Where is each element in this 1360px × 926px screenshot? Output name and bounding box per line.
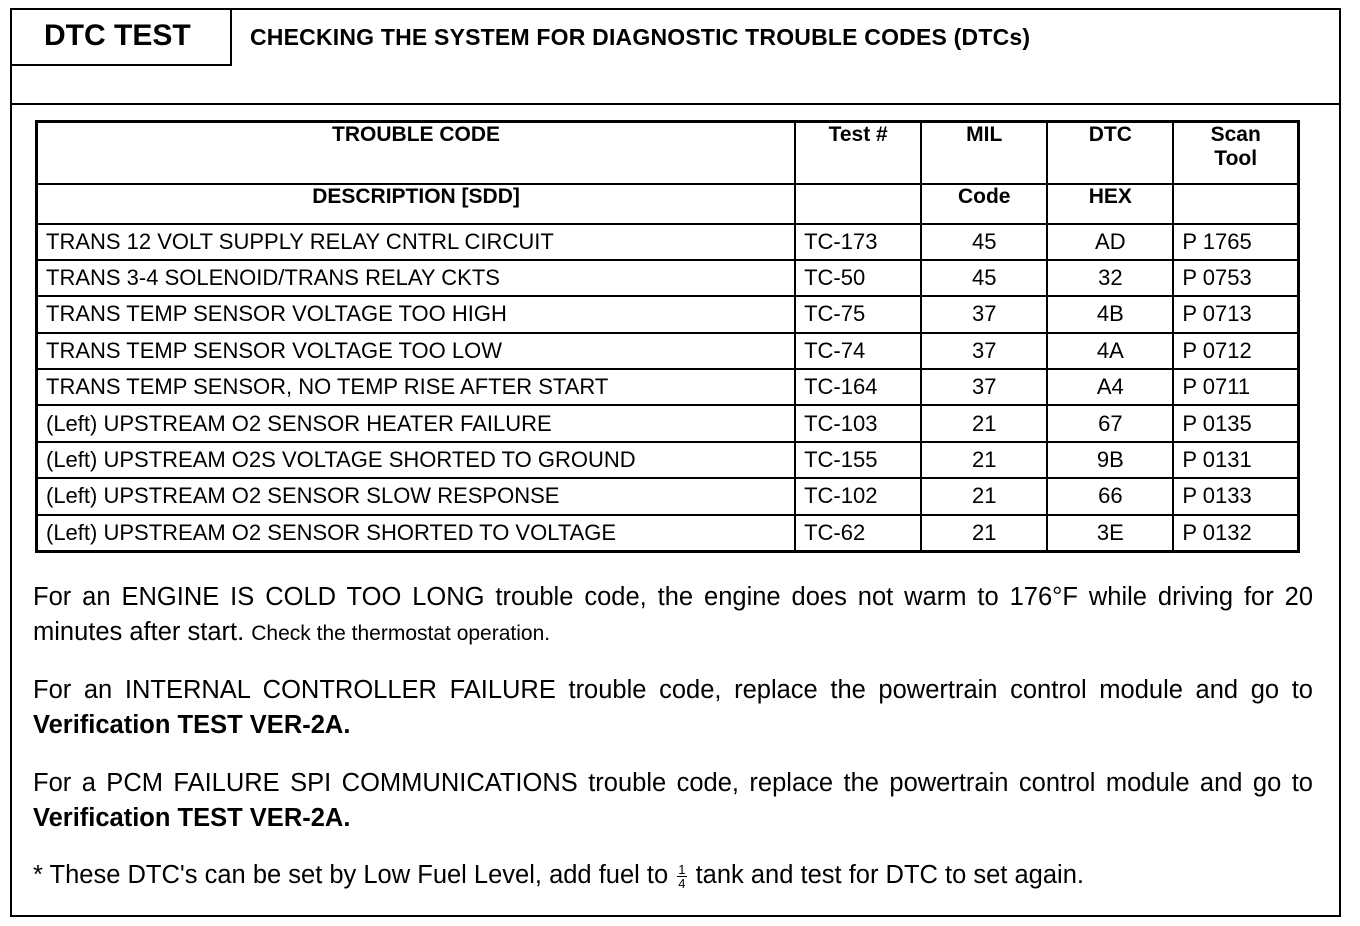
cell-description: (Left) UPSTREAM O2S VOLTAGE SHORTED TO GROUND	[37, 442, 796, 478]
table-row	[37, 405, 1299, 441]
table-row	[37, 478, 1299, 514]
cell-mil: 45	[921, 260, 1047, 296]
cell-scan: P 0711	[1173, 369, 1298, 405]
cell-hex: 4A	[1047, 333, 1173, 369]
table-header-row	[37, 122, 1299, 184]
cell-test: TC-102	[795, 478, 921, 514]
footnote-text-before: * These DTC's can be set by Low Fuel Level, add fuel to	[33, 861, 669, 889]
cell-test: TC-155	[795, 442, 921, 478]
cell-scan: P 0132	[1173, 515, 1298, 551]
cell-hex: 32	[1047, 260, 1173, 296]
dtc-table	[35, 120, 1300, 553]
cell-mil: 37	[921, 333, 1047, 369]
header-scan-blank	[1173, 184, 1298, 224]
verification-test-reference: Verification TEST VER-2A.	[33, 711, 351, 739]
cell-hex: 67	[1047, 405, 1173, 441]
cell-description: (Left) UPSTREAM O2 SENSOR HEATER FAILURE	[37, 405, 796, 441]
header-mil: MIL	[921, 122, 1047, 184]
cell-mil: 21	[921, 442, 1047, 478]
table-row	[37, 224, 1299, 260]
verification-test-reference: Verification TEST VER-2A.	[33, 804, 351, 832]
header-dtc: DTC	[1047, 122, 1173, 184]
cell-mil: 21	[921, 405, 1047, 441]
header-code: Code	[921, 184, 1047, 224]
cell-mil: 21	[921, 478, 1047, 514]
cell-description: TRANS TEMP SENSOR VOLTAGE TOO LOW	[37, 333, 796, 369]
cell-test: TC-74	[795, 333, 921, 369]
cell-test: TC-103	[795, 405, 921, 441]
cell-mil: 45	[921, 224, 1047, 260]
table-row	[37, 369, 1299, 405]
fraction-denominator: 4	[678, 875, 686, 891]
header-test-blank	[795, 184, 921, 224]
paragraph-pcm-failure	[33, 766, 1313, 836]
cell-scan: P 0133	[1173, 478, 1298, 514]
paragraph-engine-cold	[33, 580, 1313, 651]
cell-description: (Left) UPSTREAM O2 SENSOR SLOW RESPONSE	[37, 478, 796, 514]
cell-scan: P 0135	[1173, 405, 1298, 441]
footnote-text-after: tank and test for DTC to set again.	[695, 861, 1084, 889]
cell-test: TC-50	[795, 260, 921, 296]
table-row	[37, 515, 1299, 551]
paragraph-engine-cold-text: For an ENGINE IS COLD TOO LONG trouble code, the engine does not warm to 176°F while driving for 20 minutes after start.	[33, 583, 1313, 646]
header-trouble-code: TROUBLE CODE	[37, 122, 796, 184]
table-row	[37, 442, 1299, 478]
footnote-low-fuel	[33, 858, 1313, 893]
cell-test: TC-62	[795, 515, 921, 551]
cell-test: TC-173	[795, 224, 921, 260]
page-title: CHECKING THE SYSTEM FOR DIAGNOSTIC TROUBLE CODES (DTCs)	[250, 24, 1031, 50]
cell-scan: P 0713	[1173, 296, 1298, 332]
paragraph-engine-cold-note: Check the thermostat operation.	[251, 622, 551, 645]
fraction-numerator: 1	[678, 861, 686, 877]
header-test-number: Test #	[795, 122, 921, 184]
dtc-test-badge: DTC TEST	[12, 10, 232, 66]
header-hex: HEX	[1047, 184, 1173, 224]
header-description: DESCRIPTION [SDD]	[37, 184, 796, 224]
fraction-one-quarter	[677, 863, 686, 890]
cell-description: TRANS TEMP SENSOR, NO TEMP RISE AFTER START	[37, 369, 796, 405]
paragraph-internal-controller-text: For an INTERNAL CONTROLLER FAILURE trouble code, replace the powertrain control module and go to	[33, 676, 1313, 704]
cell-mil: 37	[921, 296, 1047, 332]
cell-scan: P 1765	[1173, 224, 1298, 260]
cell-hex: AD	[1047, 224, 1173, 260]
header-bar	[12, 10, 1339, 105]
cell-hex: A4	[1047, 369, 1173, 405]
cell-hex: 9B	[1047, 442, 1173, 478]
table-subheader-row	[37, 184, 1299, 224]
cell-description: (Left) UPSTREAM O2 SENSOR SHORTED TO VOLTAGE	[37, 515, 796, 551]
cell-mil: 37	[921, 369, 1047, 405]
cell-hex: 3E	[1047, 515, 1173, 551]
table-row	[37, 296, 1299, 332]
paragraph-pcm-failure-text: For a PCM FAILURE SPI COMMUNICATIONS trouble code, replace the powertrain control module and go to	[33, 769, 1313, 797]
cell-hex: 4B	[1047, 296, 1173, 332]
header-scan-tool: Scan Tool	[1173, 122, 1298, 184]
cell-scan: P 0753	[1173, 260, 1298, 296]
table-row	[37, 333, 1299, 369]
cell-test: TC-75	[795, 296, 921, 332]
cell-description: TRANS 12 VOLT SUPPLY RELAY CNTRL CIRCUIT	[37, 224, 796, 260]
cell-scan: P 0131	[1173, 442, 1298, 478]
paragraph-internal-controller	[33, 673, 1313, 743]
cell-scan: P 0712	[1173, 333, 1298, 369]
cell-description: TRANS 3-4 SOLENOID/TRANS RELAY CKTS	[37, 260, 796, 296]
cell-mil: 21	[921, 515, 1047, 551]
cell-description: TRANS TEMP SENSOR VOLTAGE TOO HIGH	[37, 296, 796, 332]
table-row	[37, 260, 1299, 296]
cell-test: TC-164	[795, 369, 921, 405]
cell-hex: 66	[1047, 478, 1173, 514]
